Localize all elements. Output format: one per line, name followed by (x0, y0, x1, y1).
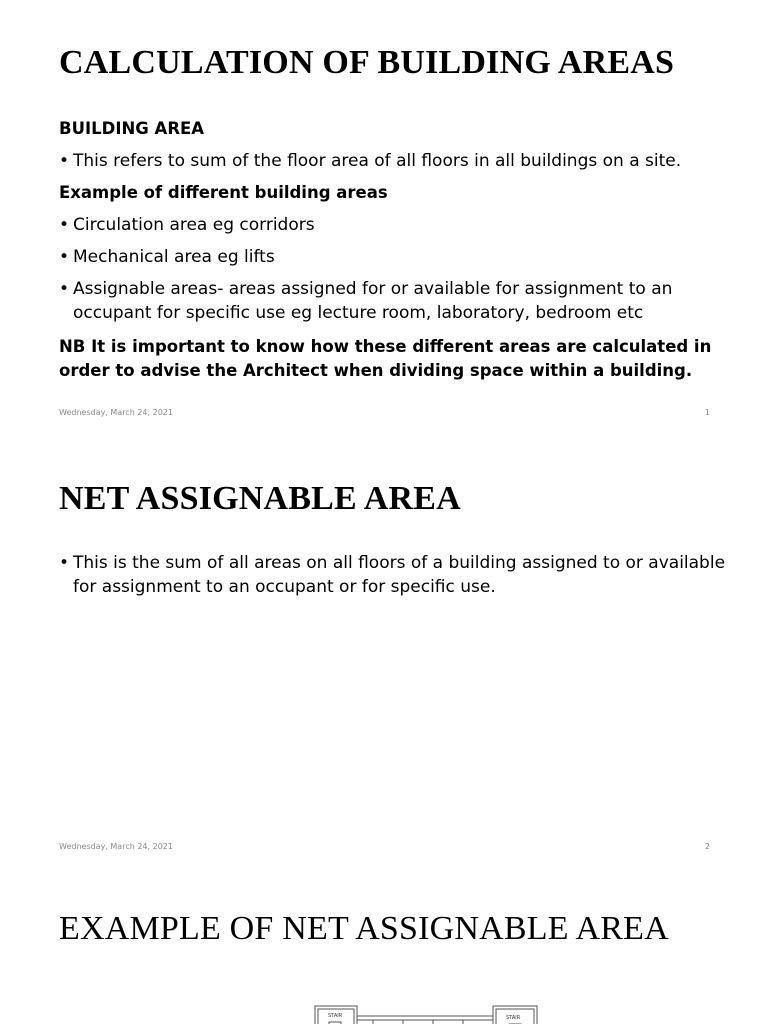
slide-title: EXAMPLE OF NET ASSIGNABLE AREA (59, 910, 669, 947)
bullet-text: This refers to sum of the floor area of all floors in all buildings on a site. (73, 151, 682, 171)
stair-label: STAIR (328, 1013, 343, 1019)
bullet-item (59, 551, 729, 599)
page-number: 1 (704, 408, 710, 417)
bullet-icon: • (59, 151, 70, 171)
bullet-item (59, 149, 729, 173)
bullet-text: Mechanical area eg lifts (73, 247, 275, 267)
bullet-text: Circulation area eg corridors (73, 215, 315, 235)
slide-2 (0, 434, 768, 868)
slide-title: NET ASSIGNABLE AREA (59, 480, 461, 517)
slide-content (59, 551, 729, 607)
bullet-item (59, 213, 729, 237)
bullet-text: This is the sum of all areas on all floors of a building assigned to or available for assignment to an occupant or for specific use. (73, 553, 726, 597)
bullet-icon: • (59, 553, 70, 573)
slide-title: CALCULATION OF BUILDING AREAS (59, 44, 675, 81)
section-heading-building-area: BUILDING AREA (59, 119, 205, 138)
section-heading-examples: Example of different building areas (59, 183, 388, 202)
footer-date: Wednesday, March 24, 2021 (59, 408, 173, 417)
bullet-icon: • (59, 215, 70, 235)
floor-plan-drawing (313, 1004, 543, 1024)
bullet-icon: • (59, 247, 70, 267)
bullet-item (59, 277, 729, 325)
slide-1 (0, 0, 768, 434)
slide-3 (0, 868, 768, 1024)
footer-date: Wednesday, March 24, 2021 (59, 842, 173, 851)
page-number: 2 (704, 842, 710, 851)
bullet-icon: • (59, 279, 70, 299)
slide-content (59, 117, 729, 383)
stair-label: STAIR (506, 1015, 521, 1021)
note-text: NB It is important to know how these different areas are calculated in order to advise the Architect when dividing space within a building. (59, 337, 712, 380)
bullet-item (59, 245, 729, 269)
bullet-text: Assignable areas- areas assigned for or available for assignment to an occupant for specific use eg lecture room, laboratory, bedroom etc (73, 279, 673, 323)
